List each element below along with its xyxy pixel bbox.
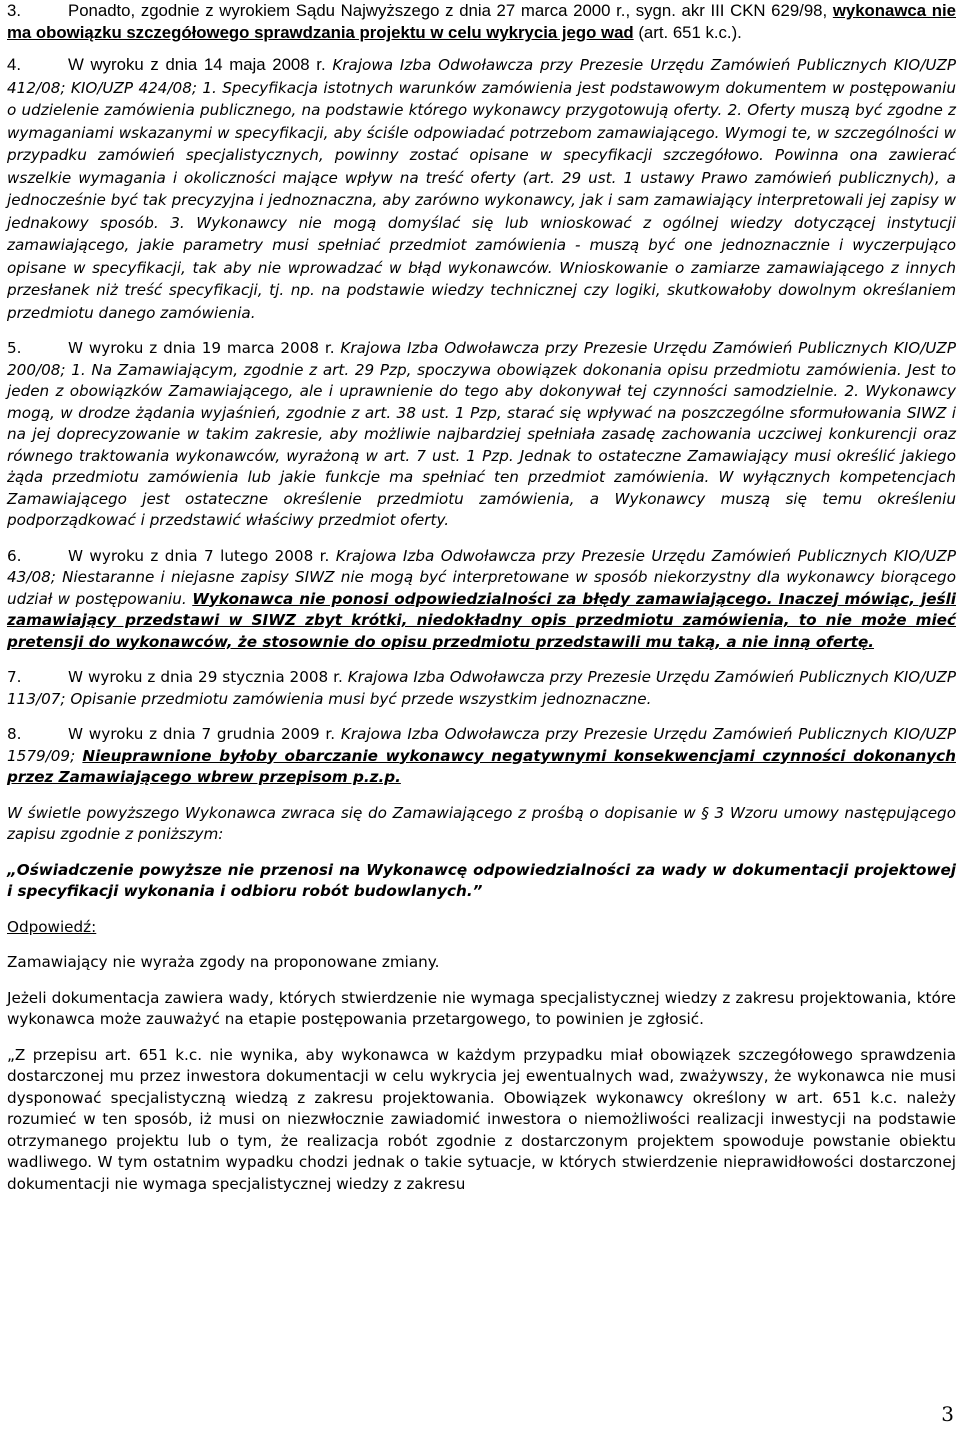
page-number: 3: [941, 1402, 954, 1426]
request-paragraph: W świetle powyższego Wykonawca zwraca się do Zamawiającego z prośbą o dopisanie w § 3 Wzoru umowy następującego zapisu zgodnie z poniższym:: [7, 803, 956, 843]
item-lead: W wyroku z dnia 14 maja 2008 r.: [68, 55, 333, 74]
item-3: [7, 0, 956, 44]
item-ruling-text: Krajowa Izba Odwoławcza przy Prezesie Urzędu Zamówień Publicznych KIO/UZP 113/07; Opisanie przedmiotu zamówienia musi być przede wszystkim jednoznaczne.: [7, 668, 957, 708]
document-page: [7, 0, 956, 1195]
item-emphasis: Nieuprawnione byłoby obarczanie wykonawcy negatywnymi konsekwencjami czynności dokonanych przez Zamawiającego wbrew przepisom p.z.p.: [7, 746, 956, 786]
item-5: [7, 338, 956, 532]
item-number: 4.: [7, 55, 21, 74]
item-emphasis: Wykonawca nie ponosi odpowiedzialności za błędy zamawiającego. Inaczej mówiąc, jeśli zamawiający przedstawi w SIWZ zbyt krótki, niedokładny opis przedmiotu zamówienia, to nie może mieć pretensji do wykonawców, że stosownie do opisu przedmiotu przedstawili mu taką, a nie inną ofertę.: [7, 589, 956, 651]
item-lead: W wyroku z dnia 29 stycznia 2008 r.: [68, 668, 348, 686]
item-ruling-text: Krajowa Izba Odwoławcza przy Prezesie Urzędu Zamówień Publicznych KIO/UZP 1579/09;: [7, 725, 957, 765]
item-lead: W wyroku z dnia 19 marca 2008 r.: [68, 339, 341, 357]
item-text-tail: (art. 651 k.c.).: [633, 23, 742, 42]
item-number: 8.: [7, 725, 22, 743]
item-8: [7, 724, 956, 789]
answer-paragraph-2: Jeżeli dokumentacja zawiera wady, których stwierdzenie nie wymaga specjalistycznej wiedzy z zakresu projektowania, które wykonawca może zauważyć na etapie postępowania przetargowego, to powinien je zgłosić.: [7, 988, 956, 1028]
answer-paragraph-3: „Z przepisu art. 651 k.c. nie wynika, aby wykonawca w każdym przypadku miał obowiązek szczegółowego sprawdzenia dostarczonej mu przez inwestora dokumentacji w celu wykrycia jej ewentualnych wad, zważywszy, że wykonawca nie musi dysponować specjalistyczną wiedzą z zakresu projektowania. Obowiązek wykonawcy określony w art. 651 k.c. należy rozumieć w ten sposób, iż musi on niezwłocznie zawiadomić inwestora o niemożliwości realizacji inwestycji na podstawie otrzymanego projektu lub o tym, że realizacja robót zgodnie z dostarczonym projektem spowoduje powstanie obiektu wadliwego. W tym ostatnim wypadku chodzi jednak o takie sytuacje, w których stwierdzenie nieprawidłowości dostarczonej dokumentacji nie wymaga specjalistycznej wiedzy z zakresu: [7, 1045, 956, 1193]
answer-heading: Odpowiedź:: [7, 917, 97, 936]
item-ruling-text: Krajowa Izba Odwoławcza przy Prezesie Urzędu Zamówień Publicznych KIO/UZP 43/08; Niestaranne i niejasne zapisy SIWZ nie mogą być interpretowane w sposób niekorzystny dla wykonawcy biorącego udział w postępowaniu.: [7, 546, 956, 608]
proposed-clause-quote: „Oświadczenie powyższe nie przenosi na Wykonawcę odpowiedzialności za wady w dokumentacji projektowej i specyfikacji wykonania i odbioru robót budowlanych.”: [7, 860, 956, 900]
item-lead: W wyroku z dnia 7 grudnia 2009 r.: [68, 725, 341, 743]
item-number: 6.: [7, 546, 22, 565]
item-text: Ponadto, zgodnie z wyrokiem Sądu Najwyższego z dnia 27 marca 2000 r., sygn. akr III CKN 629/98,: [68, 1, 833, 20]
item-ruling-text: Krajowa Izba Odwoławcza przy Prezesie Urzędu Zamówień Publicznych KIO/UZP 412/08; KIO/UZP 424/08; 1. Specyfikacja istotnych warunków zamówienia jest podstawowym dokumentem w postępowaniu o udzielenie zamówienia publicznego, na podstawie którego wykonawcy przygotowują oferty. 2. Oferty muszą być zgodne z wymaganiami wskazanymi w specyfikacji, aby ściśle odpowiadać potrzebom zamawiającego. Wymogi te, w szczególności w przypadku zamówień specjalistycznych, powinny zostać opisane w specyfikacji szczegółowo. Powinna ona zawierać wszelkie wymagania i okoliczności mające wpływ na treść oferty (art. 29 ust. 1 ustawy Prawo zamówień publicznych), a jednocześnie być tak precyzyjna i jednoznaczna, aby zarówno wykonawcy, jak i sam zamawiający interpretowali jej zapisy w jednakowy sposób. 3. Wykonawcy nie mogą domyślać się lub wnioskować z ogólnej wiedzy dotyczącej instytucji zamawiającego, jakie parametry musi spełniać przedmiot zamówienia - muszą być one jednoznacznie i wyczerpująco opisane w specyfikacji, tak aby nie wprowadzać w błąd wykonawców. Wnioskowanie o zamiarze zamawiającego z innych przesłanek niż treść specyfikacji, tj. np. na podstawie wiedzy technicznej czy logiki, skutkowałoby dowolnym określaniem przedmiotu danego zamówienia.: [7, 56, 957, 322]
item-6: [7, 546, 956, 654]
item-number: 7.: [7, 668, 22, 686]
item-number: 3.: [7, 1, 21, 20]
item-4: [7, 54, 956, 324]
item-number: 5.: [7, 339, 22, 357]
item-emphasis: wykonawca nie ma obowiązku szczegółowego sprawdzania projektu w celu wykrycia jego wad: [7, 1, 956, 42]
item-ruling-text: Krajowa Izba Odwoławcza przy Prezesie Urzędu Zamówień Publicznych KIO/UZP 200/08; 1. Na Zamawiającym, zgodnie z art. 29 Pzp, spoczywa obowiązek dokonania opisu przedmiotu zamówienia. Jest to jeden z obowiązków Zamawiającego, ale i uprawnienie do tego aby dokonywał tej czynności samodzielnie. 2. Wykonawcy mogą, w drodze żądania wyjaśnień, zgodnie z art. 38 ust. 1 Pzp, starać się wpływać na poszczególne sformułowania SIWZ i na jej doprecyzowanie w takim zakresie, aby możliwie najbardziej spełniała zasadę zachowania uczciwej konkurencji oraz równego traktowania wykonawców, wyrażoną w art. 7 ust. 1 Pzp. Jednak to ostateczne Zamawiający musi określić jakiego żąda przedmiotu zamówienia lub jakie funkcje ma spełniać ten przedmiot zamówienia. W wyłącznych kompetencjach Zamawiającego jest ostateczne określenie przedmiotu zamówienia, a Wykonawcy muszą się temu określeniu podporządkować i przedstawić właściwy przedmiot oferty.: [7, 339, 956, 529]
answer-paragraph-1: Zamawiający nie wyraża zgody na proponowane zmiany.: [7, 953, 440, 971]
item-lead: W wyroku z dnia 7 lutego 2008 r.: [68, 546, 336, 565]
item-7: [7, 667, 956, 710]
